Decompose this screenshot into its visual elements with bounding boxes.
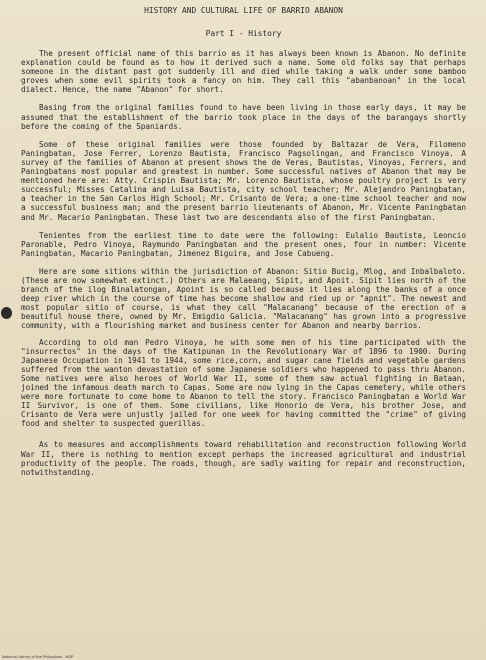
paragraph-reconstruction: As to measures and accomplishments toward rehabilitation and reconstruction following World War II, there is nothing to mention except perhaps the increased agricultural and industrial productivity of the people. The roads, though, are sadly waiting for repair and reconstruction, notwithstanding. bbox=[21, 440, 466, 477]
punch-hole bbox=[1, 307, 12, 319]
section-title: Part I - History bbox=[205, 29, 282, 38]
paragraph-war-history: According to old man Pedro Vinoya, he with some men of his time participated with the "insurrectos" in the days of the Katipunan in the Revolutionary War of 1896 to 1900. During Japanese Occupation in 1941 to 1944, some rice,corn, and sugar cane fields and vegetable gardens suffered from the wanton devastation of some Japanese soldiers who happened to pass thru Abanon. Some natives were also heroes of World War II, some of them saw actual fighting in Bataan, joined the infamous death march to Capas. Some are now lying in the Capas cemetery, while others were more fortunate to come home to Abanon to tell the story. Francisco Paningbatan a World War II Survivor, is one of them. Some civilians, like Honorio de Vera, his brother Jose, and Crisanto de Vera were unjustly jailed for one week for having committed the "crime" of giving food and shelter to suspected guerillas. bbox=[21, 337, 466, 429]
paragraph-original-families: Some of these original families were those founded by Baltazar de Vera, Filomeno Paningbatan, Jose Ferrer, Lorenzo Bautista, Francisco Pagsolingan, and Francisco Vinoya. A survey of the families of Abanon at present shows the de Veras, Bautistas, Vinoyas, Ferrers, and Paningbatans most popular and greatest in number. Some successful natives of Abanon that may be mentioned here are: Atty. Crispin Bautista; Mr. Lorenzo Bautista, whose poultry project is very successful; Misses Catalina and Luisa Bautista, city school teacher; Mr. Alejandro Paningbatan, a teacher in the San Carlos High School; Mr. Crisanto de Vera; a one-time school teacher and now a successful business man; and the present barrio lieutenants of Abanon, Mr. Vicente Paningbatan and Mr. Macario Paningbatan. These last two are descendants also of the first Paningbatan. bbox=[21, 139, 466, 222]
paragraph-tenientes: Tenientes from the earliest time to date were the following: Eulalio Bautista, Leoncio Paronable, Pedro Vinoya, Raymundo Paningbatan and the present ones, four in number: Vicente Paningbatan, Macario Paningbatan, Jimenez Biguira, and Jose Cabueng. bbox=[21, 230, 466, 258]
archive-footer: National Library of the Philippines - HDP bbox=[2, 655, 74, 659]
paragraph-sitios: Here are some sitions within the jurisdiction of Abanon: Sitio Bucig, Mlog, and Inbalbaloto. (These are now somewhat extinct.) Others are Malaeang, Sipit, and Apoit. Sipit lies north of the branch of the ilog Binalatongan, Apoint is so called because it lies along the banks of a once deep river which in the course of time has become shallow and ried up or "apnit". The newest and most popular sitio of course, is what they call "Malacanang" because of the erection of a beautiful house there, owned by Mr. Emigdio Galicia. "Malacanang" has grown into a progressive community, with a flourishing market and business center for Abanon and nearby barrios. bbox=[21, 266, 466, 331]
paragraph-origin-of-name: The present official name of this barrio as it has always been known is Abanon. No definite explanation could be found as to how it derived such a name. Some old folks say that perhaps someone in the distant past got suddenly ill and died while taking a walk under some bamboo groves when some evil spirits took a fancy on him. They call this "abanbanoan" in the local dialect. Hence, the name "Abanon" for short. bbox=[21, 49, 466, 95]
document-title: HISTORY AND CULTURAL LIFE OF BARRIO ABANON bbox=[144, 6, 343, 15]
paragraph-establishment: Basing from the original families found to have been living in those early days, it may be assumed that the establishment of the barrio took place in the days of the barangays shortly before the coming of the Spaniards. bbox=[21, 103, 466, 131]
